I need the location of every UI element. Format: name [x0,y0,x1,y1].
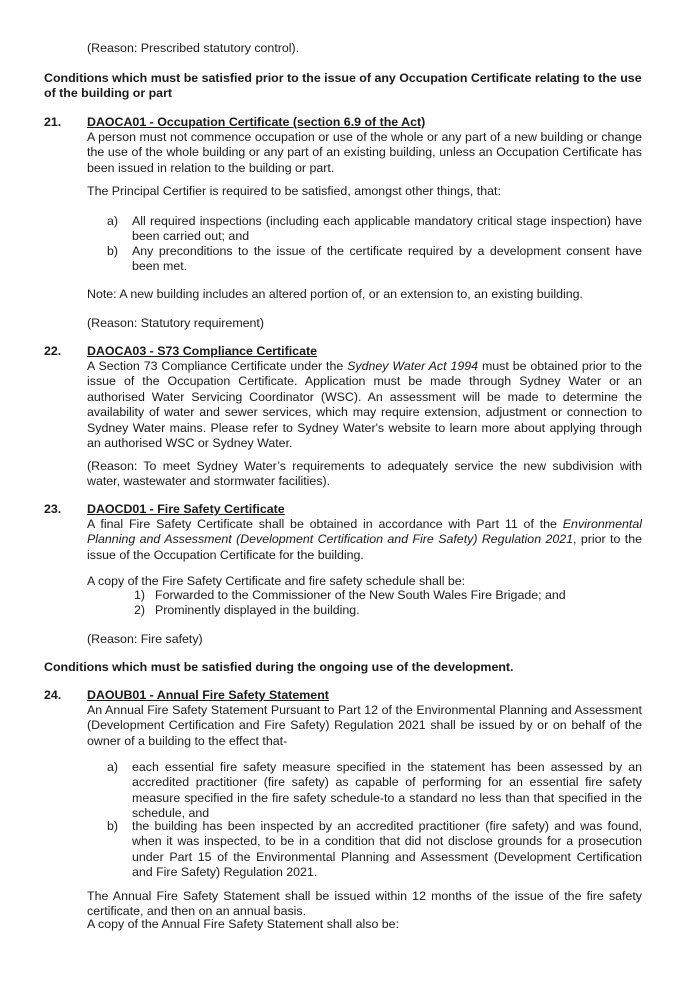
list-item: Prominently displayed in the building. [155,603,360,617]
regulation-name: Environmental Planning and Assessment (Development Certification and Fire Safety) Regulation 2021 [87,517,642,547]
condition-title-24: DAOUB01 - Annual Fire Safety Statement [87,688,329,702]
condition-22-paragraph: A Section 73 Compliance Certificate under the Sydney Water Act 1994 must be obtained prior to the issue of the Occupation Certificate. Application must be made through Sydney Water or an authorised Water Servicing Coordinator (WSC). An assessment will be made to determine the availability of water and sewer services, which may require extension, adjustment or connection to Sydney Water mains. Please refer to Sydney Water's website to learn more about applying through an authorised WSC or Sydney Water. [87,359,643,451]
condition-21-paragraph: A person must not commence occupation or use of the whole or any part of a new building or change the use of the whole building or any part of an existing building, unless an Occupation Certificate has been issued in relation to the building or part. [87,130,642,175]
list-item: All required inspections (including each applicable mandatory critical stage inspection) have been carried out; and [132,214,642,244]
condition-24-statement-timing: The Annual Fire Safety Statement shall be issued within 12 months of the issue of the fire safety certificate, and then on an annual basis. [87,889,642,919]
list-item: Forwarded to the Commissioner of the New South Wales Fire Brigade; and [155,588,566,602]
list-item: each essential fire safety measure specified in the statement has been assessed by an accredited practitioner (fire safety) as capable of performing for an essential fire safety measure specified in the fire safety schedule-to a standard no less than that specified in the schedule, and [132,760,642,821]
list-item: the building has been inspected by an accredited practitioner (fire safety) and was found, when it was inspected, to be in a condition that did not disclose grounds for a prosecution under Part 15 of the Environmental Planning and Assessment (Development Certification and Fire Safety) Regulation 2021. [132,819,642,880]
section-heading-ongoing: Conditions which must be satisfied during the ongoing use of the development. [44,660,514,674]
condition-number-23: 23. [44,502,62,516]
act-name: Sydney Water Act 1994 [347,359,479,373]
list-item: Any preconditions to the issue of the certificate required by a development consent have been met. [132,244,642,274]
list-label: b) [107,244,119,258]
condition-number-21: 21. [44,115,62,129]
condition-number-22: 22. [44,344,62,358]
list-label: a) [107,214,119,228]
reason-text: (Reason: Prescribed statutory control). [87,41,300,55]
condition-21-note: Note: A new building includes an altered portion of, or an extension to, an existing building. [87,287,583,301]
list-label: b) [107,819,119,833]
condition-22-reason: (Reason: To meet Sydney Water’s requirements to adequately service the new subdivision with water, wastewater and stormwater facilities). [87,459,642,489]
list-label: 1) [134,588,146,602]
condition-title-21: DAOCA01 - Occupation Certificate (section 6.9 of the Act) [87,115,426,129]
section-heading-occupation: Conditions which must be satisfied prior to the issue of any Occupation Certificate relating to the use of the building or part [44,71,642,101]
condition-23-paragraph: A final Fire Safety Certificate shall be obtained in accordance with Part 11 of the Environmental Planning and Assessment (Development Certification and Fire Safety) Regulation 2021, prior to the issue of the Occupation Certificate for the building. [87,517,642,562]
condition-21-reason: (Reason: Statutory requirement) [87,316,264,330]
condition-21-intro: The Principal Certifier is required to be satisfied, amongst other things, that: [87,184,501,198]
condition-23-reason: (Reason: Fire safety) [87,632,203,646]
condition-number-24: 24. [44,688,62,702]
list-label: 2) [134,603,146,617]
condition-23-intro: A copy of the Fire Safety Certificate and fire safety schedule shall be: [87,574,466,588]
condition-title-22: DAOCA03 - S73 Compliance Certificate [87,344,317,358]
condition-24-copy-intro: A copy of the Annual Fire Safety Statement shall also be: [87,917,400,931]
list-label: a) [107,760,119,774]
condition-24-paragraph: An Annual Fire Safety Statement Pursuant to Part 12 of the Environmental Planning and Assessment (Development Certification and Fire Safety) Regulation 2021 shall be issued by or on behalf of the owner of a building to the effect that- [87,703,642,748]
condition-title-23: DAOCD01 - Fire Safety Certificate [87,502,285,516]
